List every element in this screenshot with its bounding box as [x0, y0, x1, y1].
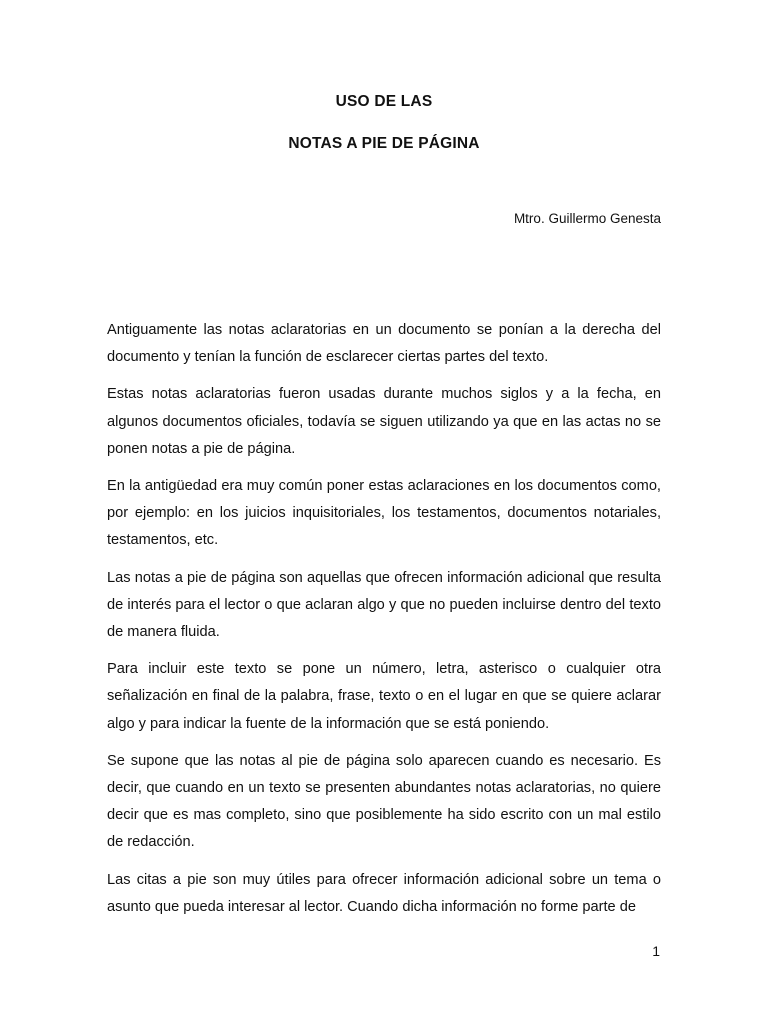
paragraph-4: Las notas a pie de página son aquellas que ofrecen información adicional que resulta de interés para el lector o que aclaran algo y que no pueden incluirse dentro del texto de manera fluida.	[107, 569, 661, 641]
paragraph-6: Se supone que las notas al pie de página solo aparecen cuando es necesario. Es decir, que cuando en un texto se presenten abundantes notas aclaratorias, no quiere decir que es mas completo, sino que posiblemente ha sido escrito con un mal estilo de redacción.	[107, 752, 661, 851]
paragraph-5: Para incluir este texto se pone un número, letra, asterisco o cualquier otra señalización en final de la palabra, frase, texto o en el lugar en que se quiere aclarar algo y para indicar la fuente de la información que se está poniendo.	[107, 661, 661, 732]
author-name: Mtro. Guillermo Genesta	[513, 211, 661, 226]
paragraph-7: Las citas a pie son muy útiles para ofrecer información adicional sobre un tema o asunto que pueda interesar al lector. Cuando dicha información no forme parte de	[107, 871, 661, 915]
title-line-2: NOTAS A PIE DE PÁGINA	[288, 135, 480, 152]
body-text	[107, 317, 661, 931]
paragraph-1: Antiguamente las notas aclaratorias en un documento se ponían a la derecha del documento y tenían la función de esclarecer ciertas partes del texto.	[107, 322, 661, 366]
title-line-1: USO DE LAS	[335, 93, 433, 110]
paragraph-3: En la antigüedad era muy común poner estas aclaraciones en los documentos como, por ejemplo: en los juicios inquisitoriales, los testamentos, documentos notariales, testamentos, etc.	[107, 478, 661, 549]
paragraph-2: Estas notas aclaratorias fueron usadas durante muchos siglos y a la fecha, en algunos documentos oficiales, todavía se siguen utilizando ya que en las actas no se ponen notas a pie de página.	[107, 386, 661, 457]
page-number: 1	[652, 943, 660, 959]
